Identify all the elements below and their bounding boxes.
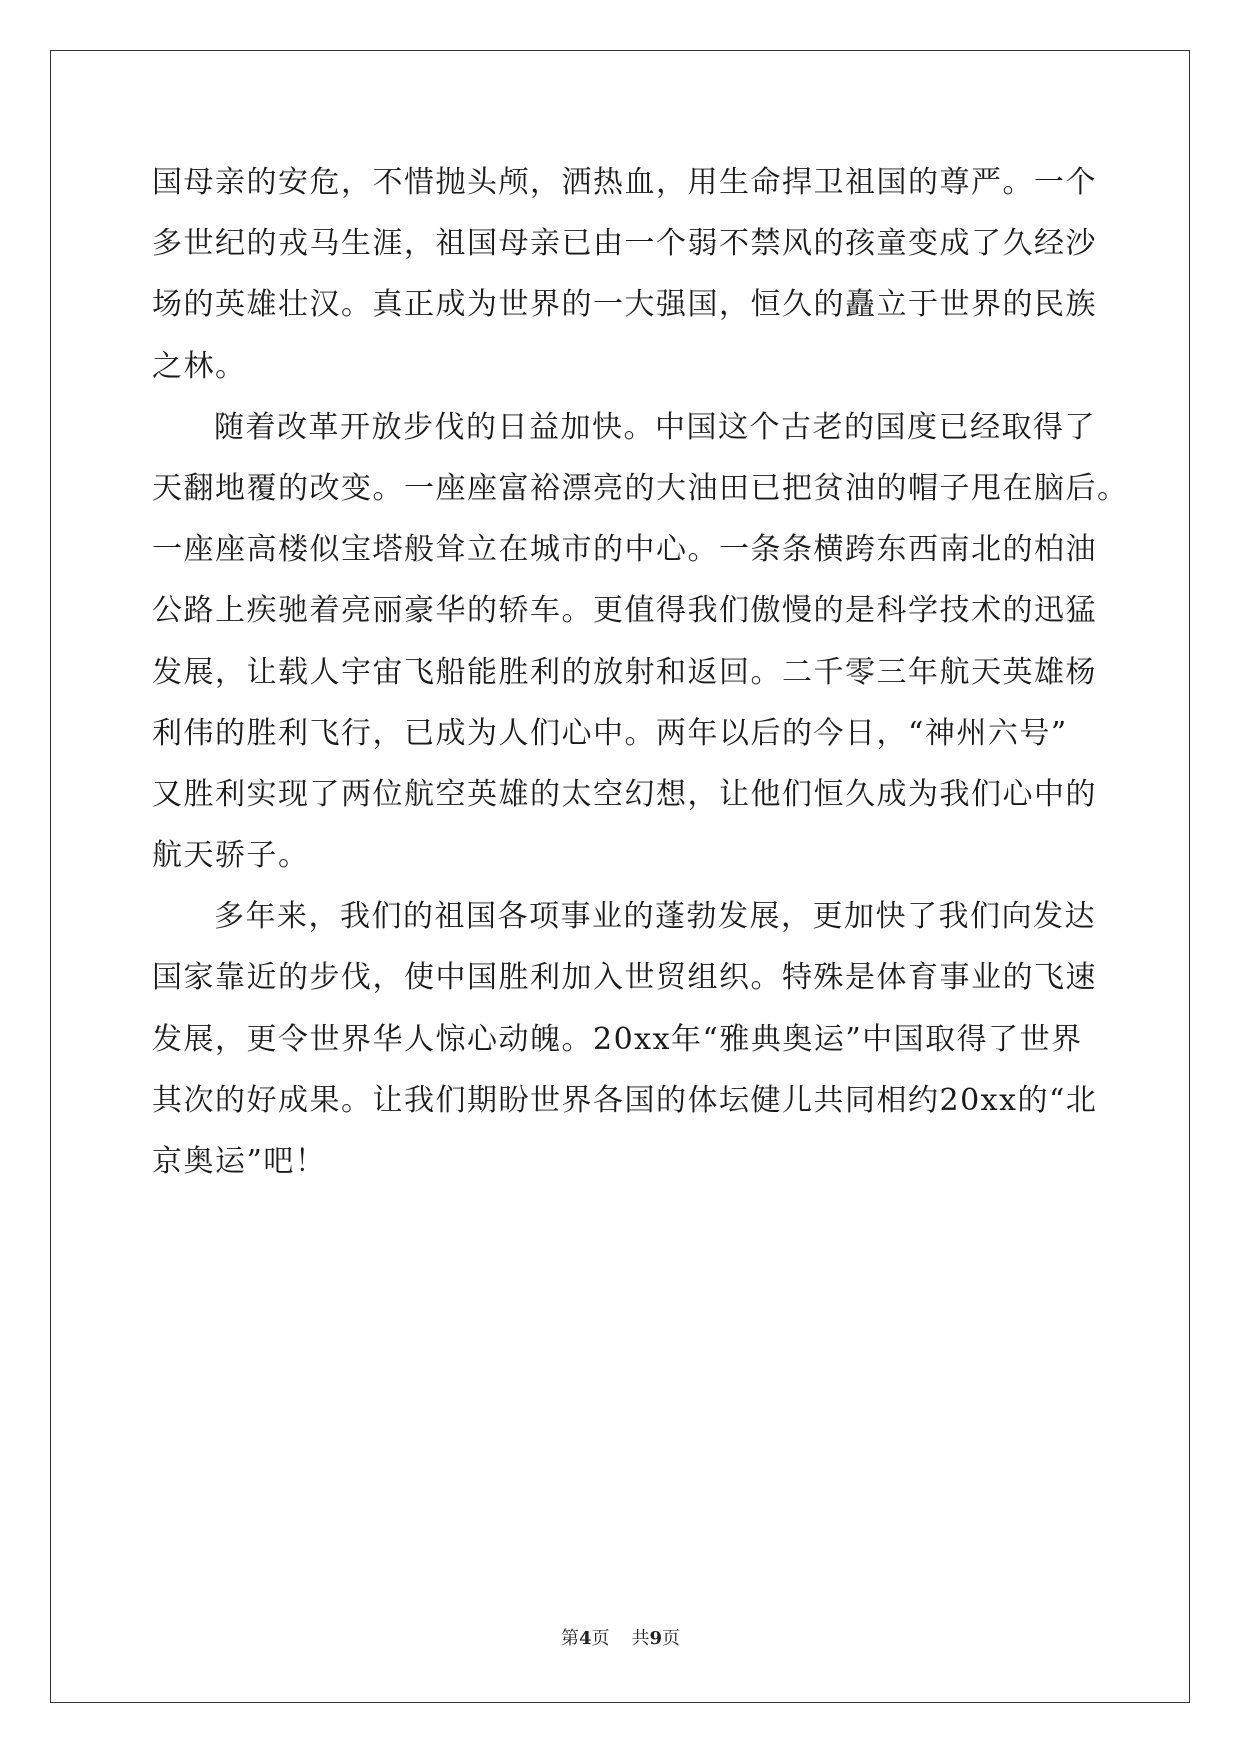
- paragraph-start-line: 多年来，我们的祖国各项事业的蓬勃发展，更加快了我们向发达: [214, 899, 1096, 935]
- text-line: 发展，更令世界华人惊心动魄。20xx年“雅典奥运”中国取得了世界: [152, 1021, 1083, 1057]
- text-line: 多世纪的戎马生涯，祖国母亲已由一个弱不禁风的孩童变成了久经沙: [152, 226, 1097, 262]
- text-line: 天翻地覆的改变。一座座富裕漂亮的大油田已把贫油的帽子甩在脑后。: [152, 470, 1129, 506]
- total-suffix: 页: [662, 1628, 681, 1649]
- page-suffix: 页: [591, 1628, 610, 1649]
- page-footer: [0, 1624, 1241, 1650]
- text-line: 发展，让载人宇宙飞船能胜利的放射和返回。二千零三年航天英雄杨: [152, 654, 1097, 690]
- text-line: 其次的好成果。让我们期盼世界各国的体坛健儿共同相约20xx的“北: [152, 1082, 1098, 1118]
- paragraph-start-line: 随着改革开放步伐的日益加快。中国这个古老的国度已经取得了: [214, 409, 1096, 445]
- text-line: 航天骄子。: [152, 838, 310, 874]
- total-pages-number: 9: [649, 1628, 663, 1649]
- document-body: [152, 152, 1129, 1192]
- text-line: 一座座高楼似宝塔般耸立在城市的中心。一条条横跨东西南北的柏油: [152, 532, 1097, 568]
- text-line: 利伟的胜利飞行，已成为人们心中。两年以后的今日，“神州六号”: [152, 715, 1068, 751]
- text-line: 公路上疾驰着亮丽豪华的轿车。更值得我们傲慢的是科学技术的迅猛: [152, 593, 1097, 629]
- text-line: 又胜利实现了两位航空英雄的太空幻想，让他们恒久成为我们心中的: [152, 776, 1097, 812]
- current-page-number: 4: [578, 1628, 592, 1649]
- total-prefix: 共: [631, 1628, 650, 1649]
- text-line: 国家靠近的步伐，使中国胜利加入世贸组织。特殊是体育事业的飞速: [152, 960, 1097, 996]
- page-prefix: 第: [560, 1628, 579, 1649]
- text-line: 之林。: [152, 348, 247, 384]
- text-line: 场的英雄壮汉。真正成为世界的一大强国，恒久的矗立于世界的民族: [152, 287, 1097, 323]
- text-line: 京奥运”吧！: [152, 1144, 327, 1179]
- text-line: 国母亲的安危，不惜抛头颅，洒热血，用生命捍卫祖国的尊严。一个: [152, 165, 1097, 200]
